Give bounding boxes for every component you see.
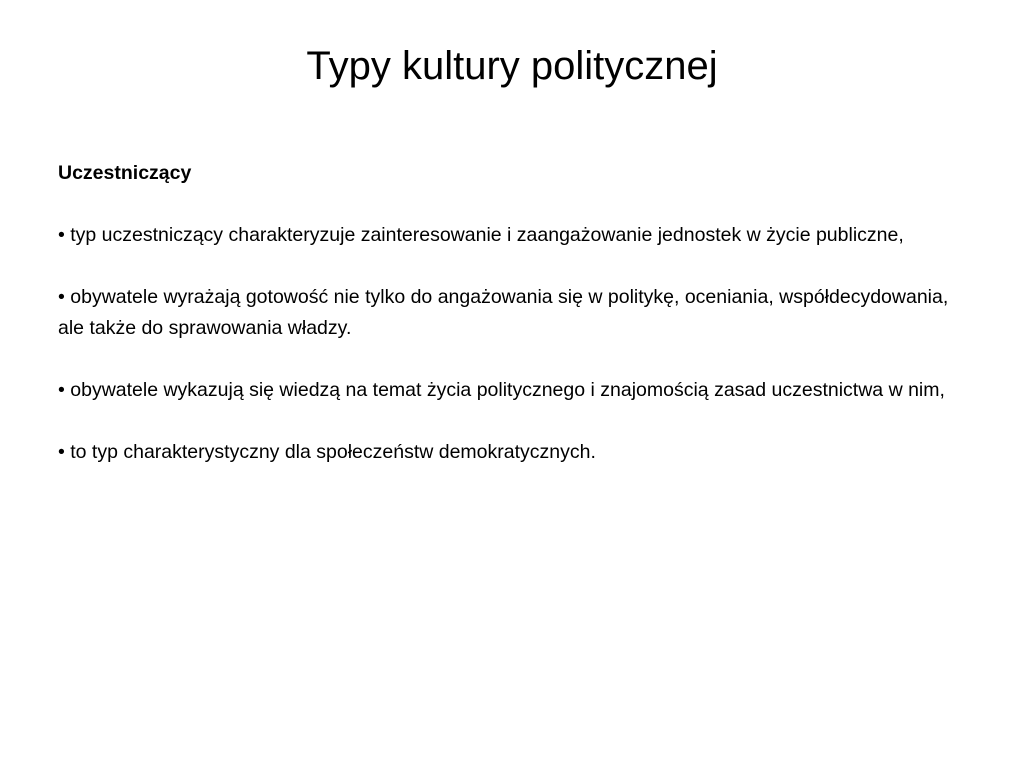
- bullet-text: obywatele wyrażają gotowość nie tylko do angażowania się w politykę, oceniania, współdecydowania, ale także do sprawowania władzy.: [58, 286, 949, 339]
- slide-content: [58, 158, 958, 468]
- bullet-item: [58, 437, 958, 468]
- bullet-text: to typ charakterystyczny dla społeczeństw demokratycznych.: [70, 441, 596, 463]
- bullet-marker: •: [58, 286, 65, 308]
- bullet-text: typ uczestniczący charakteryzuje zainteresowanie i zaangażowanie jednostek w życie publiczne,: [70, 224, 904, 246]
- bullet-marker: •: [58, 224, 65, 246]
- bullet-marker: •: [58, 379, 65, 401]
- slide-title: Typy kultury politycznej: [306, 44, 718, 88]
- section-subheading: Uczestniczący: [58, 162, 192, 184]
- bullet-item: [58, 282, 958, 344]
- bullet-marker: •: [58, 441, 65, 463]
- bullet-item: [58, 220, 958, 251]
- bullet-text: obywatele wykazują się wiedzą na temat życia politycznego i znajomością zasad uczestnictwa w nim,: [70, 379, 945, 401]
- bullet-item: [58, 375, 958, 406]
